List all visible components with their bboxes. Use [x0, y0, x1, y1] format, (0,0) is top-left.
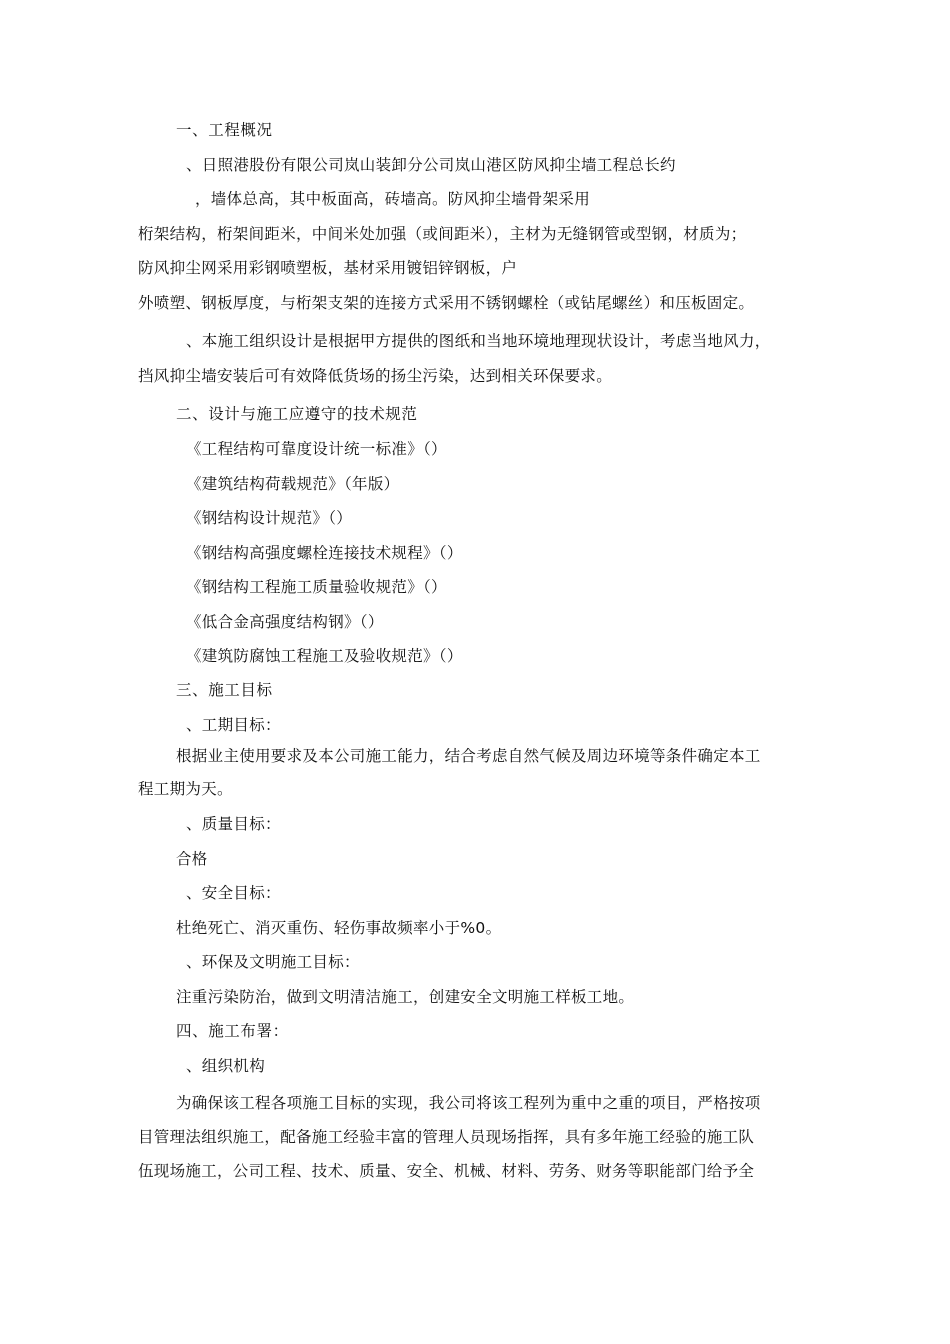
standard-item: 《钢结构工程施工质量验收规范》（）	[186, 578, 447, 596]
subheading: 、环保及文明施工目标：	[186, 953, 360, 971]
paragraph-line: 杜绝死亡、消灭重伤、轻伤事故频率小于%0。	[176, 919, 502, 937]
section-heading-overview: 一、工程概况	[176, 121, 273, 139]
paragraph-line: 为确保该工程各项施工目标的实现，我公司将该工程列为重中之重的项目，严格按项	[176, 1094, 761, 1112]
standard-item: 《建筑结构荷载规范》（年版）	[186, 475, 400, 493]
section-heading-goals: 三、施工目标	[176, 681, 273, 699]
paragraph-line: 、本施工组织设计是根据甲方提供的图纸和当地环境地理现状设计，考虑当地风力，	[186, 332, 771, 350]
standard-item: 《钢结构设计规范》（）	[186, 509, 353, 527]
paragraph-line: 桁架结构，桁架间距米，中间米处加强（或间距米），主材为无缝钢管或型钢，材质为；	[138, 225, 747, 243]
section-heading-deployment: 四、施工布署：	[176, 1022, 289, 1040]
paragraph-line: 伍现场施工，公司工程、技术、质量、安全、机械、材料、劳务、财务等职能部门给予全	[138, 1162, 755, 1180]
paragraph-line: 注重污染防治，做到文明清洁施工，创建安全文明施工样板工地。	[176, 988, 635, 1006]
paragraph-line: ，墙体总高，其中板面高，砖墙高。防风抑尘墙骨架采用	[195, 190, 591, 208]
paragraph-line: 合格	[176, 850, 208, 868]
subheading: 、安全目标：	[186, 884, 281, 902]
paragraph-line: 根据业主使用要求及本公司施工能力，结合考虑自然气候及周边环境等条件确定本工	[176, 747, 761, 765]
standard-item: 《工程结构可靠度设计统一标准》（）	[186, 440, 447, 458]
paragraph-line: 挡风抑尘墙安装后可有效降低货场的扬尘污染，达到相关环保要求。	[138, 367, 613, 385]
paragraph-line: 程工期为天。	[138, 780, 233, 798]
paragraph-line: 、日照港股份有限公司岚山装卸分公司岚山港区防风抑尘墙工程总长约	[186, 156, 676, 174]
paragraph-line: 防风抑尘网采用彩钢喷塑板，基材采用镀铝锌钢板，户	[138, 259, 518, 277]
section-heading-standards: 二、设计与施工应遵守的技术规范	[176, 405, 418, 423]
subheading: 、质量目标：	[186, 815, 281, 833]
paragraph-line: 目管理法组织施工，配备施工经验丰富的管理人员现场指挥，具有多年施工经验的施工队	[138, 1128, 755, 1146]
subheading: 、工期目标：	[186, 716, 281, 734]
subheading: 、组织机构	[186, 1057, 266, 1075]
paragraph-line: 外喷塑、钢板厚度，与桁架支架的连接方式采用不锈钢螺栓（或钻尾螺丝）和压板固定。	[138, 294, 755, 312]
standard-item: 《钢结构高强度螺栓连接技术规程》（）	[186, 544, 463, 562]
standard-item: 《低合金高强度结构钢》（）	[186, 613, 384, 631]
standard-item: 《建筑防腐蚀工程施工及验收规范》（）	[186, 647, 463, 665]
